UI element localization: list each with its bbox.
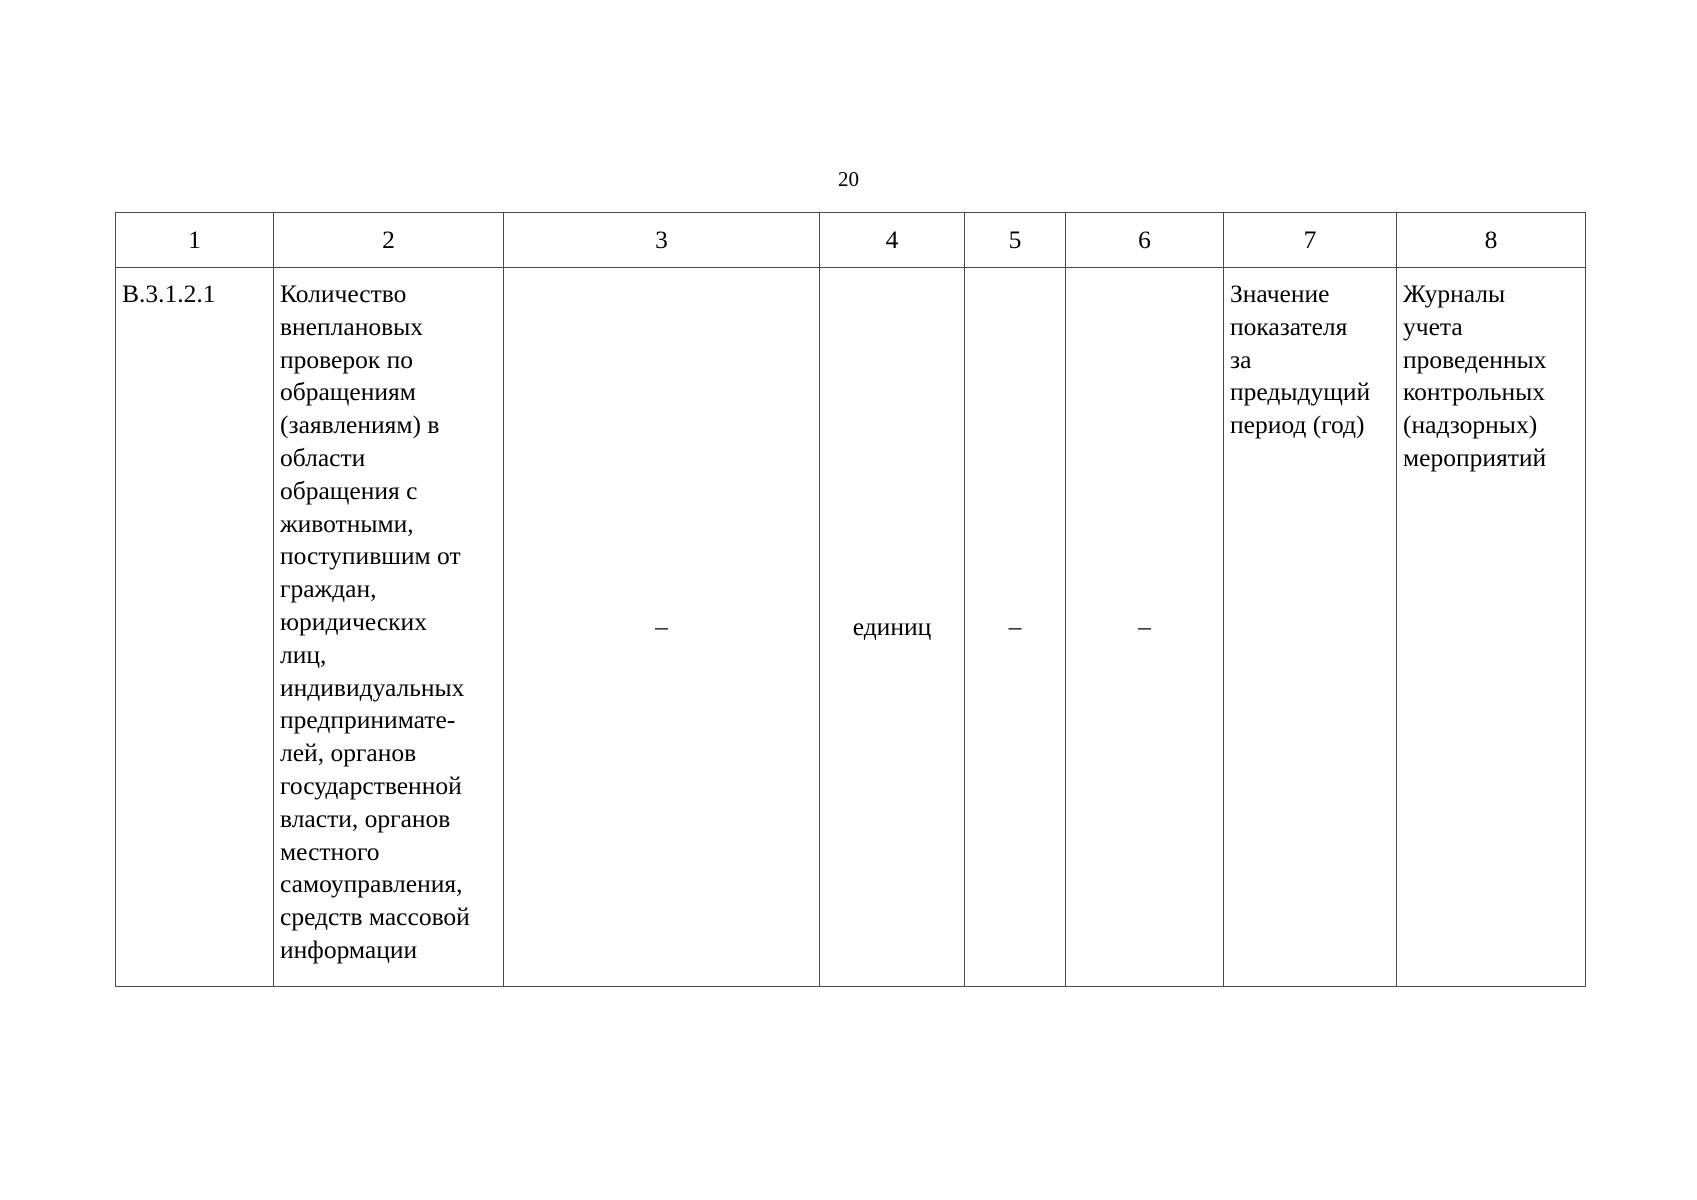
header-cell-1: 1 <box>116 213 274 268</box>
column-3-value: – <box>504 268 820 987</box>
indicator-name <box>274 268 504 987</box>
indicator-name-line: местного <box>280 836 380 866</box>
column-5-value: – <box>965 268 1066 987</box>
header-cell-4: 4 <box>820 213 965 268</box>
calculation-note-line: за <box>1230 344 1252 374</box>
indicator-name-line: власти, органов <box>280 803 451 833</box>
header-row <box>116 213 1586 268</box>
data-source-line: Журналы <box>1403 279 1506 308</box>
indicator-name-line: индивидуальных <box>280 672 465 702</box>
indicator-name-line: средств массовой <box>280 902 470 932</box>
header-cell-3: 3 <box>504 213 820 268</box>
data-source-line: мероприятий <box>1403 442 1547 472</box>
header-cell-6: 6 <box>1066 213 1224 268</box>
header-cell-7: 7 <box>1224 213 1397 268</box>
indicator-name-line: области <box>280 442 366 472</box>
indicator-name-line: информации <box>280 934 418 964</box>
data-source-line: проведенных <box>1403 344 1547 374</box>
indicator-name-line: (заявлениям) в <box>280 410 440 440</box>
indicator-name-line: государственной <box>280 770 462 800</box>
indicator-name-line: граждан, <box>280 574 377 604</box>
column-6-value: – <box>1066 268 1224 987</box>
data-source-line: учета <box>1403 311 1463 341</box>
header-cell-2: 2 <box>274 213 504 268</box>
indicator-name-line: лей, органов <box>280 738 417 768</box>
data-source <box>1397 268 1586 987</box>
calculation-note-line: Значение <box>1230 279 1330 308</box>
indicator-name-line: животными, <box>280 508 414 538</box>
indicator-name-line: лиц, <box>280 639 327 669</box>
calculation-note-line: предыдущий <box>1230 377 1371 407</box>
indicator-name-line: обращения с <box>280 475 418 505</box>
indicator-name-line: предпринимате- <box>280 705 456 735</box>
header-cell-8: 8 <box>1397 213 1586 268</box>
page-number: 20 <box>838 167 859 191</box>
indicator-name-line: обращениям <box>280 377 416 407</box>
data-source-line: контрольных <box>1403 377 1545 407</box>
data-source-line: (надзорных) <box>1403 410 1538 440</box>
indicator-name-line: самоуправления, <box>280 869 463 899</box>
indicator-name-line: Количество <box>280 279 407 308</box>
indicator-name-line: поступившим от <box>280 541 461 571</box>
calculation-note-line: показателя <box>1230 311 1348 341</box>
unit-value: единиц <box>820 268 965 987</box>
header-cell-5: 5 <box>965 213 1066 268</box>
calculation-note <box>1224 268 1397 987</box>
indicator-name-line: проверок по <box>280 344 414 374</box>
table-row <box>116 268 1586 987</box>
indicator-table <box>115 212 1586 987</box>
calculation-note-line: период (год) <box>1230 410 1365 440</box>
indicator-name-line: юридических <box>280 606 427 636</box>
indicator-name-line: внеплановых <box>280 311 424 341</box>
indicator-code: В.3.1.2.1 <box>116 268 274 987</box>
